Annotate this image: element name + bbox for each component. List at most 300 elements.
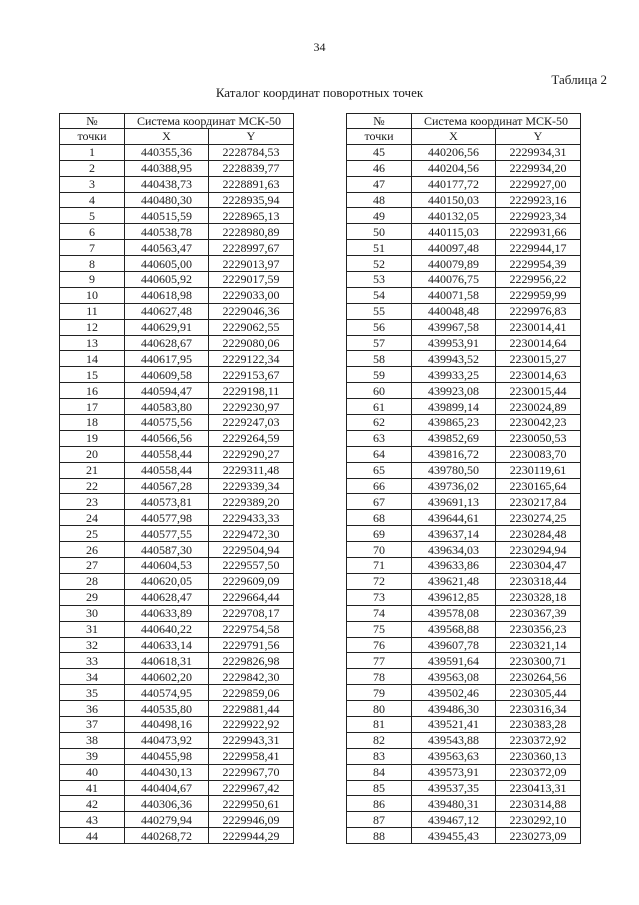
x-coordinate: 439563,08 (412, 669, 496, 685)
y-coordinate: 2229153,67 (209, 367, 294, 383)
table-row (60, 558, 294, 574)
table-row (60, 812, 294, 828)
table-row (60, 701, 294, 717)
y-coordinate: 2229934,20 (496, 160, 581, 176)
x-coordinate: 439537,35 (412, 780, 496, 796)
x-coordinate: 440577,98 (125, 510, 209, 526)
table-row (347, 303, 581, 319)
point-number: 25 (60, 526, 125, 542)
y-coordinate: 2230042,23 (496, 415, 581, 431)
y-coordinate: 2230294,94 (496, 542, 581, 558)
point-number: 75 (347, 621, 412, 637)
y-coordinate: 2230014,64 (496, 335, 581, 351)
header-system: Система координат МСК-50 (412, 114, 581, 129)
y-coordinate: 2230305,44 (496, 685, 581, 701)
table-row (60, 351, 294, 367)
point-number: 33 (60, 653, 125, 669)
table-row (347, 558, 581, 574)
x-coordinate: 440633,89 (125, 605, 209, 621)
point-number: 1 (60, 144, 125, 160)
table-row (347, 144, 581, 160)
y-coordinate: 2229959,99 (496, 287, 581, 303)
table-row (60, 526, 294, 542)
table-row (60, 764, 294, 780)
x-coordinate: 440455,98 (125, 748, 209, 764)
y-coordinate: 2229339,34 (209, 478, 294, 494)
table-row (347, 701, 581, 717)
y-coordinate: 2229923,34 (496, 208, 581, 224)
y-coordinate: 2230367,39 (496, 605, 581, 621)
y-coordinate: 2229859,06 (209, 685, 294, 701)
table-row (60, 653, 294, 669)
point-number: 38 (60, 732, 125, 748)
point-number: 49 (347, 208, 412, 224)
x-coordinate: 439780,50 (412, 462, 496, 478)
page-number: 34 (313, 40, 326, 54)
x-coordinate: 439644,61 (412, 510, 496, 526)
table-row (60, 637, 294, 653)
y-coordinate: 2230015,27 (496, 351, 581, 367)
y-coordinate: 2230360,13 (496, 748, 581, 764)
y-coordinate: 2230014,63 (496, 367, 581, 383)
point-number: 82 (347, 732, 412, 748)
point-number: 55 (347, 303, 412, 319)
table-row (60, 415, 294, 431)
y-coordinate: 2229927,00 (496, 176, 581, 192)
point-number: 14 (60, 351, 125, 367)
table-row (347, 319, 581, 335)
table-row (347, 828, 581, 844)
point-number: 2 (60, 160, 125, 176)
x-coordinate: 439521,41 (412, 716, 496, 732)
y-coordinate: 2229062,55 (209, 319, 294, 335)
point-number: 58 (347, 351, 412, 367)
y-coordinate: 2229922,92 (209, 716, 294, 732)
table-row (347, 748, 581, 764)
x-coordinate: 440079,89 (412, 256, 496, 272)
table-row (60, 510, 294, 526)
x-coordinate: 439573,91 (412, 764, 496, 780)
y-coordinate: 2230372,09 (496, 764, 581, 780)
y-coordinate: 2229264,59 (209, 430, 294, 446)
y-coordinate: 2230024,89 (496, 399, 581, 415)
table-row (347, 176, 581, 192)
x-coordinate: 439578,08 (412, 605, 496, 621)
y-coordinate: 2229013,97 (209, 256, 294, 272)
point-number: 21 (60, 462, 125, 478)
point-number: 6 (60, 224, 125, 240)
point-number: 11 (60, 303, 125, 319)
point-number: 13 (60, 335, 125, 351)
point-number: 87 (347, 812, 412, 828)
y-coordinate: 2229958,41 (209, 748, 294, 764)
point-number: 54 (347, 287, 412, 303)
x-coordinate: 440629,91 (125, 319, 209, 335)
x-coordinate: 440430,13 (125, 764, 209, 780)
y-coordinate: 2228965,13 (209, 208, 294, 224)
x-coordinate: 440583,80 (125, 399, 209, 415)
y-coordinate: 2230014,41 (496, 319, 581, 335)
table-row (60, 780, 294, 796)
y-coordinate: 2229472,30 (209, 526, 294, 542)
x-coordinate: 439852,69 (412, 430, 496, 446)
catalog-title: Каталог координат поворотных точек (215, 85, 424, 100)
y-coordinate: 2229943,31 (209, 732, 294, 748)
x-coordinate: 439899,14 (412, 399, 496, 415)
table-row (347, 510, 581, 526)
y-coordinate: 2230284,48 (496, 526, 581, 542)
table-row (60, 144, 294, 160)
x-coordinate: 440279,94 (125, 812, 209, 828)
table-row (60, 192, 294, 208)
y-coordinate: 2230119,61 (496, 462, 581, 478)
x-coordinate: 439502,46 (412, 685, 496, 701)
table-row (60, 796, 294, 812)
table-row (60, 732, 294, 748)
x-coordinate: 440567,28 (125, 478, 209, 494)
header-point: точки (347, 129, 412, 145)
y-coordinate: 2228997,67 (209, 240, 294, 256)
table-row (60, 716, 294, 732)
table-row (347, 605, 581, 621)
header-point: точки (60, 129, 125, 145)
point-number: 74 (347, 605, 412, 621)
table-row (60, 462, 294, 478)
y-coordinate: 2229198,11 (209, 383, 294, 399)
x-coordinate: 440206,56 (412, 144, 496, 160)
x-coordinate: 440558,44 (125, 462, 209, 478)
x-coordinate: 440577,55 (125, 526, 209, 542)
y-coordinate: 2230083,70 (496, 446, 581, 462)
x-coordinate: 439591,64 (412, 653, 496, 669)
table-row (347, 399, 581, 415)
y-coordinate: 2229956,22 (496, 272, 581, 288)
point-number: 40 (60, 764, 125, 780)
header-num: № (60, 114, 125, 129)
point-number: 39 (60, 748, 125, 764)
point-number: 10 (60, 287, 125, 303)
y-coordinate: 2229247,03 (209, 415, 294, 431)
x-coordinate: 439607,78 (412, 637, 496, 653)
x-coordinate: 440480,30 (125, 192, 209, 208)
point-number: 62 (347, 415, 412, 431)
y-coordinate: 2229122,34 (209, 351, 294, 367)
table-row (60, 335, 294, 351)
table-row (347, 430, 581, 446)
table-row (347, 716, 581, 732)
x-coordinate: 439933,25 (412, 367, 496, 383)
table-row (60, 287, 294, 303)
y-coordinate: 2229791,56 (209, 637, 294, 653)
y-coordinate: 2228935,94 (209, 192, 294, 208)
x-coordinate: 440620,05 (125, 573, 209, 589)
x-coordinate: 440535,80 (125, 701, 209, 717)
table-row (347, 685, 581, 701)
point-number: 50 (347, 224, 412, 240)
table-row (347, 589, 581, 605)
point-number: 34 (60, 669, 125, 685)
point-number: 41 (60, 780, 125, 796)
x-coordinate: 439455,43 (412, 828, 496, 844)
table-row (60, 383, 294, 399)
x-coordinate: 440628,47 (125, 589, 209, 605)
table-row (347, 224, 581, 240)
point-number: 78 (347, 669, 412, 685)
y-coordinate: 2229944,29 (209, 828, 294, 844)
point-number: 71 (347, 558, 412, 574)
table-row (60, 828, 294, 844)
x-coordinate: 440204,56 (412, 160, 496, 176)
point-number: 5 (60, 208, 125, 224)
y-coordinate: 2229609,09 (209, 573, 294, 589)
y-coordinate: 2230318,44 (496, 573, 581, 589)
point-number: 42 (60, 796, 125, 812)
coordinates-table-left (59, 113, 294, 844)
x-coordinate: 440587,30 (125, 542, 209, 558)
table-row (60, 303, 294, 319)
x-coordinate: 439480,31 (412, 796, 496, 812)
y-coordinate: 2229290,27 (209, 446, 294, 462)
y-coordinate: 2229954,39 (496, 256, 581, 272)
x-coordinate: 439568,88 (412, 621, 496, 637)
y-coordinate: 2230300,71 (496, 653, 581, 669)
table-row (60, 446, 294, 462)
point-number: 47 (347, 176, 412, 192)
y-coordinate: 2229080,06 (209, 335, 294, 351)
y-coordinate: 2230217,84 (496, 494, 581, 510)
y-coordinate: 2230264,56 (496, 669, 581, 685)
y-coordinate: 2230413,31 (496, 780, 581, 796)
point-number: 3 (60, 176, 125, 192)
point-number: 86 (347, 796, 412, 812)
point-number: 48 (347, 192, 412, 208)
y-coordinate: 2230321,14 (496, 637, 581, 653)
y-coordinate: 2229923,16 (496, 192, 581, 208)
x-coordinate: 439691,13 (412, 494, 496, 510)
y-coordinate: 2230274,25 (496, 510, 581, 526)
point-number: 18 (60, 415, 125, 431)
y-coordinate: 2230292,10 (496, 812, 581, 828)
y-coordinate: 2230372,92 (496, 732, 581, 748)
table-row (60, 240, 294, 256)
table-row (347, 240, 581, 256)
y-coordinate: 2229967,70 (209, 764, 294, 780)
point-number: 35 (60, 685, 125, 701)
point-number: 76 (347, 637, 412, 653)
y-coordinate: 2230015,44 (496, 383, 581, 399)
x-coordinate: 440566,56 (125, 430, 209, 446)
y-coordinate: 2229826,98 (209, 653, 294, 669)
y-coordinate: 2229046,36 (209, 303, 294, 319)
point-number: 64 (347, 446, 412, 462)
x-coordinate: 440438,73 (125, 176, 209, 192)
table-row (60, 669, 294, 685)
y-coordinate: 2230304,47 (496, 558, 581, 574)
y-coordinate: 2228980,89 (209, 224, 294, 240)
table-row (347, 621, 581, 637)
x-coordinate: 439467,12 (412, 812, 496, 828)
point-number: 12 (60, 319, 125, 335)
x-coordinate: 439633,86 (412, 558, 496, 574)
table-row (60, 494, 294, 510)
table-row (60, 589, 294, 605)
point-number: 16 (60, 383, 125, 399)
y-coordinate: 2229950,61 (209, 796, 294, 812)
table-row (347, 637, 581, 653)
x-coordinate: 439612,85 (412, 589, 496, 605)
point-number: 67 (347, 494, 412, 510)
table-row (60, 272, 294, 288)
x-coordinate: 440268,72 (125, 828, 209, 844)
y-coordinate: 2229946,09 (209, 812, 294, 828)
table-row (347, 764, 581, 780)
y-coordinate: 2230273,09 (496, 828, 581, 844)
x-coordinate: 440150,03 (412, 192, 496, 208)
x-coordinate: 440617,95 (125, 351, 209, 367)
x-coordinate: 440355,36 (125, 144, 209, 160)
x-coordinate: 439634,03 (412, 542, 496, 558)
x-coordinate: 440132,05 (412, 208, 496, 224)
table-row (347, 653, 581, 669)
table-row (60, 478, 294, 494)
x-coordinate: 439486,30 (412, 701, 496, 717)
point-number: 88 (347, 828, 412, 844)
y-coordinate: 2229944,17 (496, 240, 581, 256)
x-coordinate: 440574,95 (125, 685, 209, 701)
x-coordinate: 440558,44 (125, 446, 209, 462)
y-coordinate: 2230316,34 (496, 701, 581, 717)
table-row (60, 542, 294, 558)
point-number: 23 (60, 494, 125, 510)
table-body-right (347, 144, 581, 843)
point-number: 29 (60, 589, 125, 605)
x-coordinate: 440618,31 (125, 653, 209, 669)
table-row (347, 192, 581, 208)
point-number: 4 (60, 192, 125, 208)
point-number: 46 (347, 160, 412, 176)
y-coordinate: 2229976,83 (496, 303, 581, 319)
table-row (347, 478, 581, 494)
point-number: 31 (60, 621, 125, 637)
x-coordinate: 440515,59 (125, 208, 209, 224)
point-number: 81 (347, 716, 412, 732)
table-row (347, 573, 581, 589)
table-row (347, 160, 581, 176)
point-number: 61 (347, 399, 412, 415)
table-row (347, 732, 581, 748)
table-row (347, 669, 581, 685)
x-coordinate: 440605,00 (125, 256, 209, 272)
x-coordinate: 439923,08 (412, 383, 496, 399)
table-row (60, 573, 294, 589)
table-row (60, 160, 294, 176)
y-coordinate: 2229389,20 (209, 494, 294, 510)
point-number: 53 (347, 272, 412, 288)
point-number: 63 (347, 430, 412, 446)
point-number: 27 (60, 558, 125, 574)
point-number: 37 (60, 716, 125, 732)
y-coordinate: 2229754,58 (209, 621, 294, 637)
x-coordinate: 440628,67 (125, 335, 209, 351)
y-coordinate: 2229433,33 (209, 510, 294, 526)
table-row (60, 685, 294, 701)
x-coordinate: 440076,75 (412, 272, 496, 288)
point-number: 28 (60, 573, 125, 589)
table-row (347, 367, 581, 383)
point-number: 24 (60, 510, 125, 526)
x-coordinate: 439736,02 (412, 478, 496, 494)
x-coordinate: 440177,72 (412, 176, 496, 192)
table-row (347, 287, 581, 303)
table-row (347, 351, 581, 367)
header-x: X (412, 129, 496, 145)
point-number: 52 (347, 256, 412, 272)
header-system: Система координат МСК-50 (125, 114, 294, 129)
x-coordinate: 440473,92 (125, 732, 209, 748)
y-coordinate: 2229881,44 (209, 701, 294, 717)
x-coordinate: 440605,92 (125, 272, 209, 288)
point-number: 44 (60, 828, 125, 844)
x-coordinate: 440609,58 (125, 367, 209, 383)
x-coordinate: 440633,14 (125, 637, 209, 653)
point-number: 83 (347, 748, 412, 764)
y-coordinate: 2229504,94 (209, 542, 294, 558)
x-coordinate: 440594,47 (125, 383, 209, 399)
x-coordinate: 440618,98 (125, 287, 209, 303)
x-coordinate: 440071,58 (412, 287, 496, 303)
x-coordinate: 440538,78 (125, 224, 209, 240)
x-coordinate: 440404,67 (125, 780, 209, 796)
point-number: 60 (347, 383, 412, 399)
table-row (60, 319, 294, 335)
x-coordinate: 439943,52 (412, 351, 496, 367)
table-row (347, 256, 581, 272)
point-number: 20 (60, 446, 125, 462)
y-coordinate: 2229708,17 (209, 605, 294, 621)
x-coordinate: 439563,63 (412, 748, 496, 764)
table-row (347, 446, 581, 462)
point-number: 70 (347, 542, 412, 558)
point-number: 36 (60, 701, 125, 717)
point-number: 68 (347, 510, 412, 526)
point-number: 80 (347, 701, 412, 717)
point-number: 73 (347, 589, 412, 605)
table-row (347, 796, 581, 812)
point-number: 8 (60, 256, 125, 272)
point-number: 51 (347, 240, 412, 256)
table-row (347, 383, 581, 399)
table-row (347, 415, 581, 431)
table-row (60, 256, 294, 272)
y-coordinate: 2228784,53 (209, 144, 294, 160)
table-row (60, 621, 294, 637)
x-coordinate: 440627,48 (125, 303, 209, 319)
point-number: 59 (347, 367, 412, 383)
point-number: 57 (347, 335, 412, 351)
x-coordinate: 439816,72 (412, 446, 496, 462)
y-coordinate: 2230314,88 (496, 796, 581, 812)
table-body-left (60, 144, 294, 843)
point-number: 15 (60, 367, 125, 383)
point-number: 79 (347, 685, 412, 701)
x-coordinate: 440640,22 (125, 621, 209, 637)
y-coordinate: 2229934,31 (496, 144, 581, 160)
x-coordinate: 440573,81 (125, 494, 209, 510)
table-row (347, 208, 581, 224)
y-coordinate: 2229842,30 (209, 669, 294, 685)
y-coordinate: 2230328,18 (496, 589, 581, 605)
y-coordinate: 2228891,63 (209, 176, 294, 192)
